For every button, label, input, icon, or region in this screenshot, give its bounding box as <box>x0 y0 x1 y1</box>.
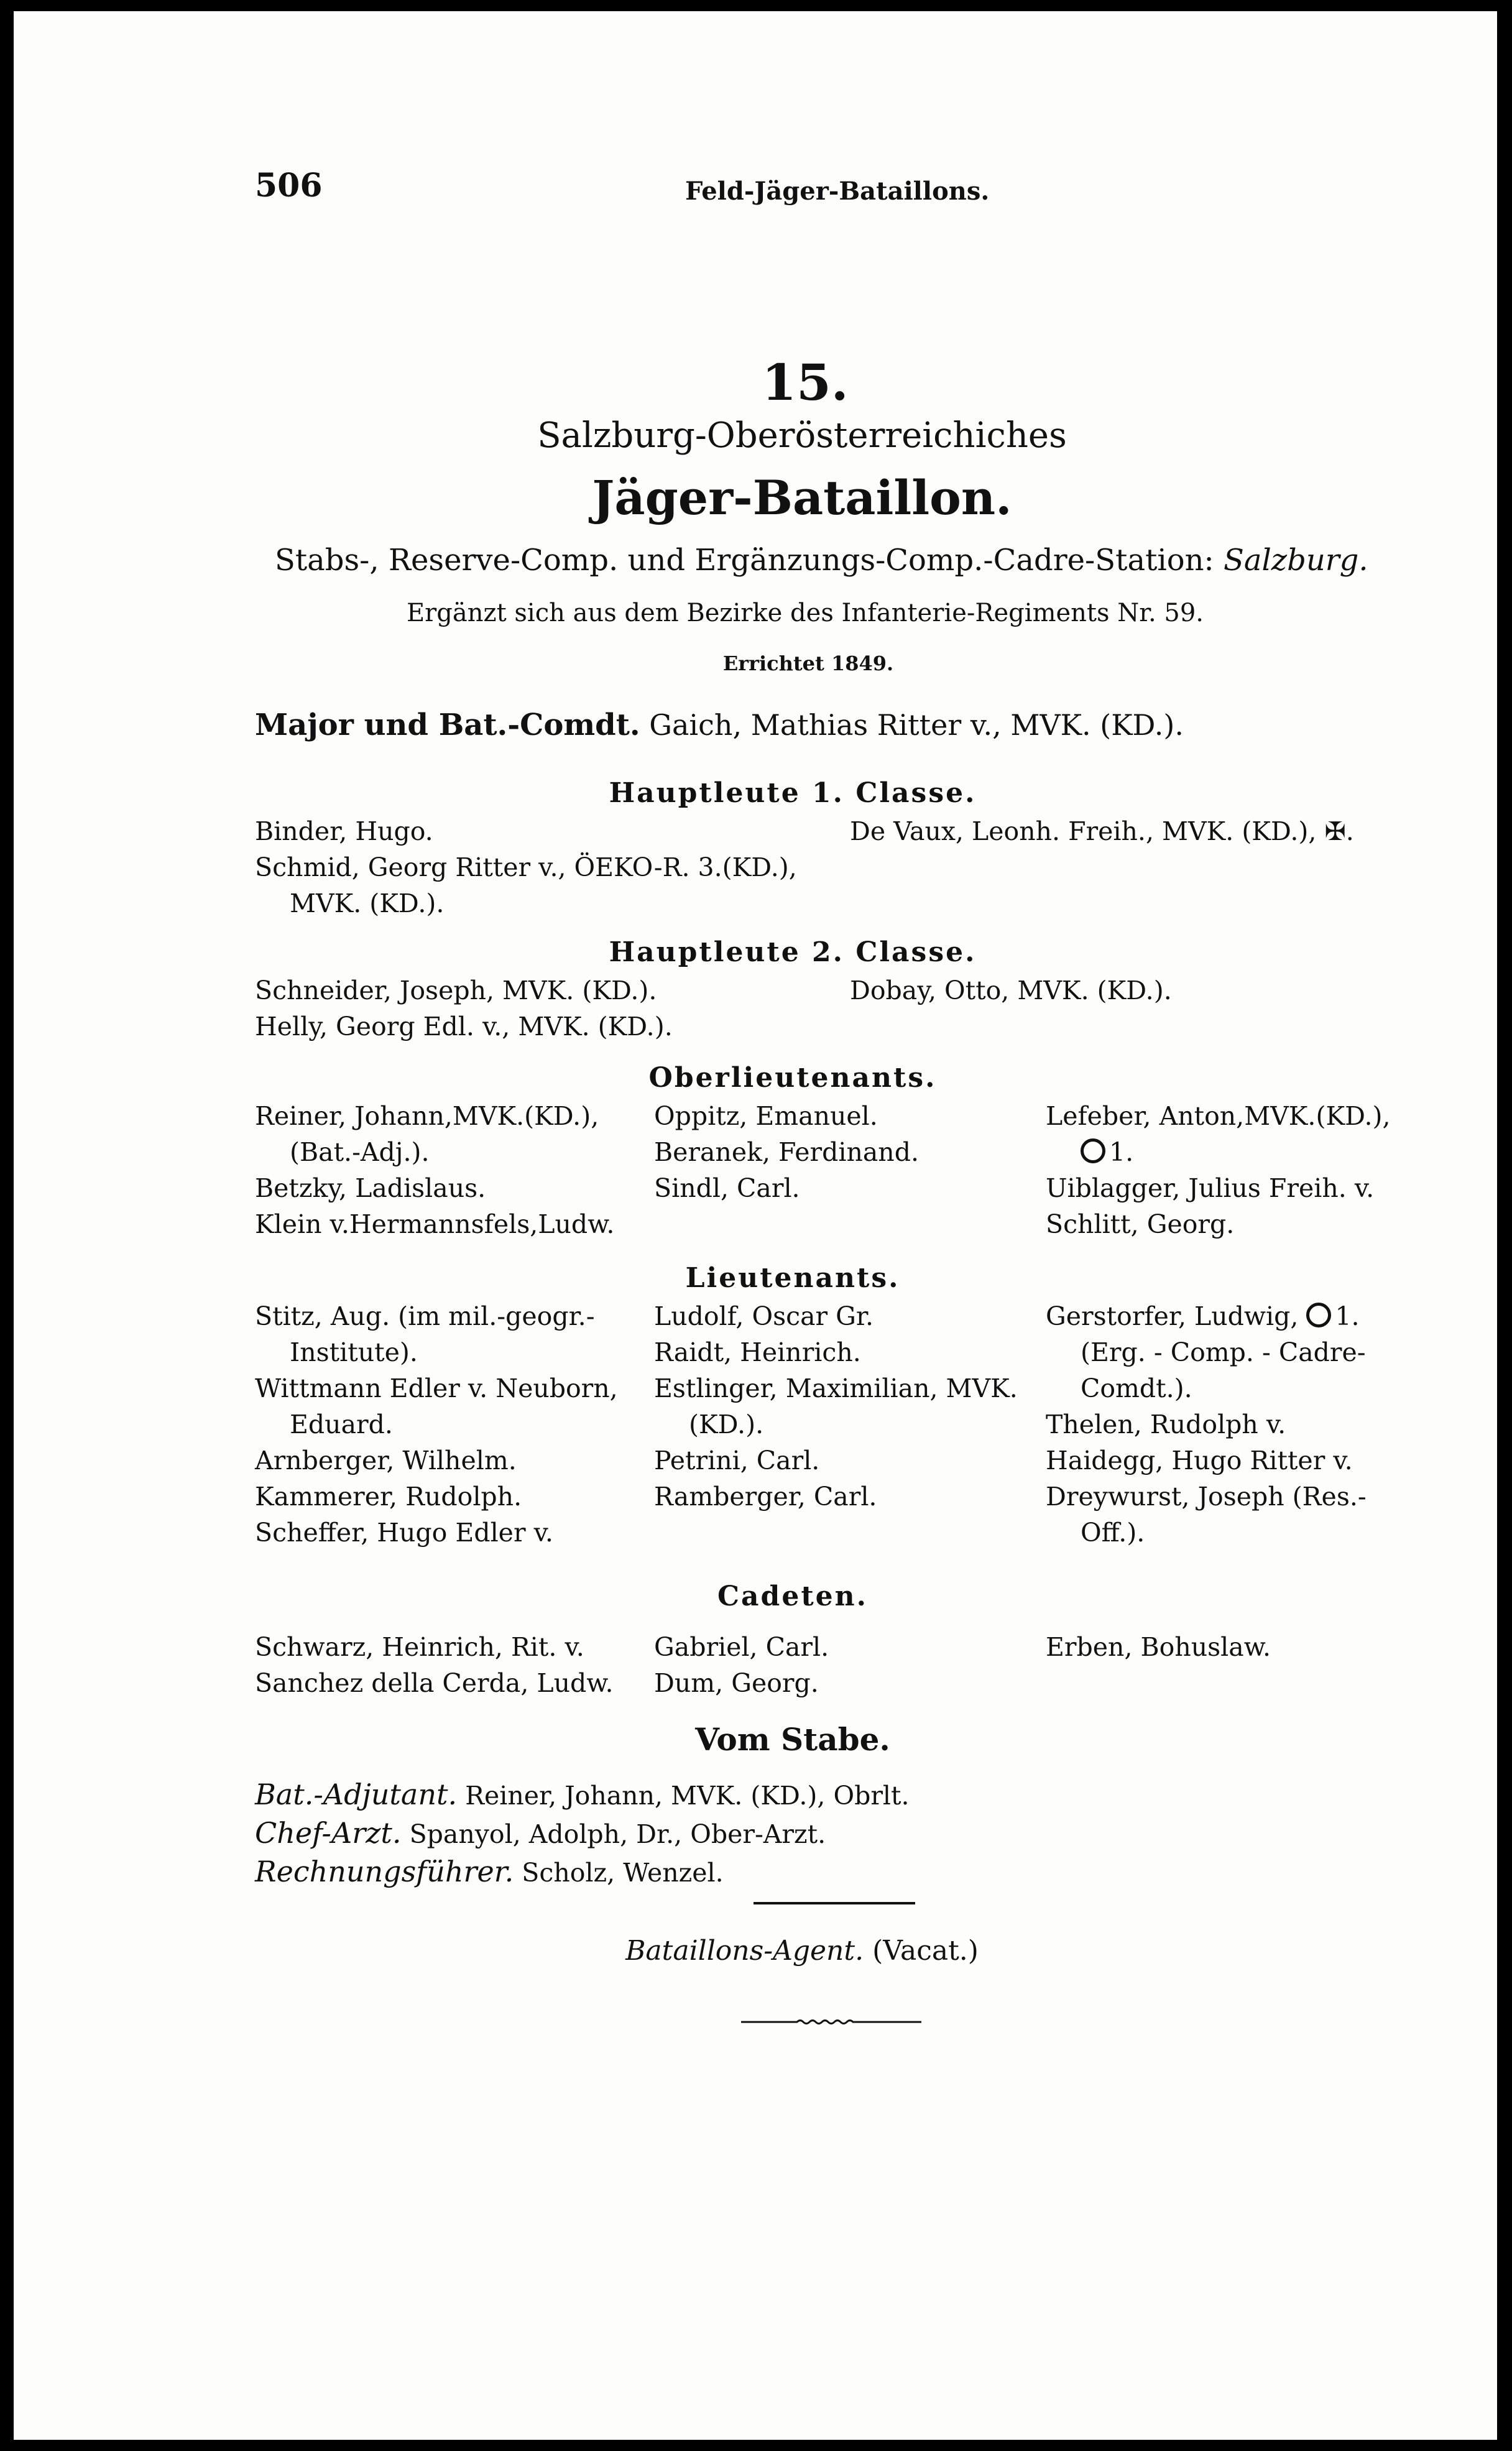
list-item: (KD.). <box>689 1410 764 1439</box>
list-item <box>1046 1298 1367 1334</box>
list-item: Dobay, Otto, MVK. (KD.). <box>850 976 1172 1005</box>
list-item: Petrini, Carl. <box>654 1446 820 1475</box>
page <box>14 11 1497 2440</box>
circle-order-icon <box>1306 1303 1331 1327</box>
order-class: 1. <box>1109 1137 1134 1167</box>
established-line: Errichtet 1849. <box>722 652 894 675</box>
list-item: Lefeber, Anton,MVK.(KD.), <box>1046 1101 1391 1131</box>
staff-name: Reiner, Johann, MVK. (KD.), Obrlt. <box>465 1781 910 1811</box>
list-item: Thelen, Rudolph v. <box>1046 1410 1286 1439</box>
commander-name: Gaich, Mathias Ritter v., MVK. (KD.). <box>649 708 1184 742</box>
staff-entry <box>255 1814 910 1853</box>
list-item: Wittmann Edler v. Neuborn, <box>255 1373 618 1403</box>
agent-role: Bataillons-Agent. <box>625 1935 864 1967</box>
staff-list <box>255 1776 910 1891</box>
captains-1-right <box>850 813 1354 849</box>
staff-role: Rechnungsführer. <box>255 1855 514 1888</box>
cadets-col2 <box>654 1629 829 1701</box>
section-heading-staff: Vom Stabe. <box>695 1721 890 1758</box>
first-lieutenants-col1 <box>255 1098 614 1242</box>
recruitment-line: Ergänzt sich aus dem Bezirke des Infanterie-Regiments Nr. 59. <box>406 599 1204 627</box>
list-item: Schlitt, Georg. <box>1046 1209 1235 1239</box>
battalion-number: 15. <box>762 353 849 412</box>
cadets-col1 <box>255 1629 614 1701</box>
list-item: Dreywurst, Joseph (Res.- <box>1046 1482 1367 1512</box>
list-item: Comdt.). <box>1081 1373 1192 1403</box>
lieutenant-name: Gerstorfer, Ludwig, <box>1046 1301 1299 1331</box>
list-item: MVK. (KD.). <box>290 889 445 918</box>
section-heading-captains-2: Hauptleute 2. Classe. <box>609 936 977 968</box>
order-class: 1. <box>1335 1301 1360 1331</box>
list-item: Binder, Hugo. <box>255 816 433 846</box>
list-item: Uiblagger, Julius Freih. v. <box>1046 1173 1375 1203</box>
list-item: Helly, Georg Edl. v., MVK. (KD.). <box>255 1012 673 1041</box>
captains-1-left <box>255 813 797 921</box>
list-item: Institute). <box>290 1337 418 1367</box>
flourish-line <box>741 2021 921 2024</box>
list-item <box>1046 1134 1391 1170</box>
list-item: (Erg. - Comp. - Cadre- <box>1081 1337 1366 1367</box>
list-item: (Bat.-Adj.). <box>290 1137 430 1167</box>
section-heading-cadets: Cadeten. <box>717 1581 868 1612</box>
circle-order-icon <box>1081 1138 1105 1163</box>
agent-line <box>14 1935 1497 1967</box>
list-item: Schneider, Joseph, MVK. (KD.). <box>255 976 657 1005</box>
flourish-ornament <box>738 2015 924 2029</box>
list-item: Off.). <box>1081 1518 1145 1548</box>
staff-role: Bat.-Adjutant. <box>255 1778 458 1811</box>
list-item: Stitz, Aug. (im mil.-geogr.- <box>255 1301 595 1331</box>
section-heading-first-lieutenants: Oberlieutenants. <box>648 1062 937 1094</box>
list-item: Schmid, Georg Ritter v., ÖEKO-R. 3.(KD.), <box>255 852 797 882</box>
divider <box>754 1902 915 1904</box>
list-item: Dum, Georg. <box>654 1668 819 1698</box>
list-item: Schwarz, Heinrich, Rit. v. <box>255 1632 584 1662</box>
list-item: Kammerer, Rudolph. <box>255 1482 522 1512</box>
list-item: Erben, Bohuslaw. <box>1046 1632 1271 1662</box>
staff-entry <box>255 1853 910 1891</box>
page-number: 506 <box>255 167 323 205</box>
lieutenants-col3 <box>1046 1298 1367 1551</box>
commander-line <box>255 708 1184 742</box>
battalion-name: Jäger-Bataillon. <box>592 470 1012 525</box>
captains-2-right <box>850 972 1172 1009</box>
lieutenants-col2 <box>654 1298 1018 1515</box>
station-value: Salzburg. <box>1223 543 1368 578</box>
list-item: Oppitz, Emanuel. <box>654 1101 878 1131</box>
battalion-region: Salzburg-Oberösterreichiches <box>537 415 1067 456</box>
list-item: Sanchez della Cerda, Ludw. <box>255 1668 614 1698</box>
commander-rank: Major und Bat.-Comdt. <box>255 708 640 742</box>
captains-2-left <box>255 972 673 1045</box>
list-item: Arnberger, Wilhelm. <box>255 1446 517 1475</box>
list-item: Scheffer, Hugo Edler v. <box>255 1518 553 1548</box>
list-item: Eduard. <box>290 1410 393 1439</box>
first-lieutenants-col3 <box>1046 1098 1391 1242</box>
section-heading-captains-1: Hauptleute 1. Classe. <box>609 777 977 809</box>
running-title: Feld-Jäger-Bataillons. <box>685 177 990 206</box>
staff-role: Chef-Arzt. <box>255 1816 402 1850</box>
section-heading-lieutenants: Lieutenants. <box>685 1262 900 1294</box>
list-item: Raidt, Heinrich. <box>654 1337 861 1367</box>
list-item: Ramberger, Carl. <box>654 1482 877 1512</box>
list-item: Beranek, Ferdinand. <box>654 1137 919 1167</box>
list-item: Betzky, Ladislaus. <box>255 1173 486 1203</box>
cadets-col3 <box>1046 1629 1271 1665</box>
staff-name: Spanyol, Adolph, Dr., Ober-Arzt. <box>409 1819 826 1849</box>
list-item: Haidegg, Hugo Ritter v. <box>1046 1446 1353 1475</box>
station-line <box>275 543 1368 578</box>
list-item: Ludolf, Oscar Gr. <box>654 1301 874 1331</box>
station-label: Stabs-, Reserve-Comp. und Ergänzungs-Comp.-Cadre-Station: <box>275 543 1214 578</box>
agent-value: (Vacat.) <box>872 1935 979 1967</box>
list-item: Klein v.Hermannsfels,Ludw. <box>255 1209 615 1239</box>
list-item: Estlinger, Maximilian, MVK. <box>654 1373 1018 1403</box>
list-item: Gabriel, Carl. <box>654 1632 829 1662</box>
list-item: Sindl, Carl. <box>654 1173 800 1203</box>
staff-name: Scholz, Wenzel. <box>522 1858 724 1888</box>
first-lieutenants-col2 <box>654 1098 919 1206</box>
list-item: De Vaux, Leonh. Freih., MVK. (KD.), ✠. <box>850 816 1354 846</box>
list-item: Reiner, Johann,MVK.(KD.), <box>255 1101 599 1131</box>
staff-entry <box>255 1776 910 1814</box>
lieutenants-col1 <box>255 1298 618 1551</box>
